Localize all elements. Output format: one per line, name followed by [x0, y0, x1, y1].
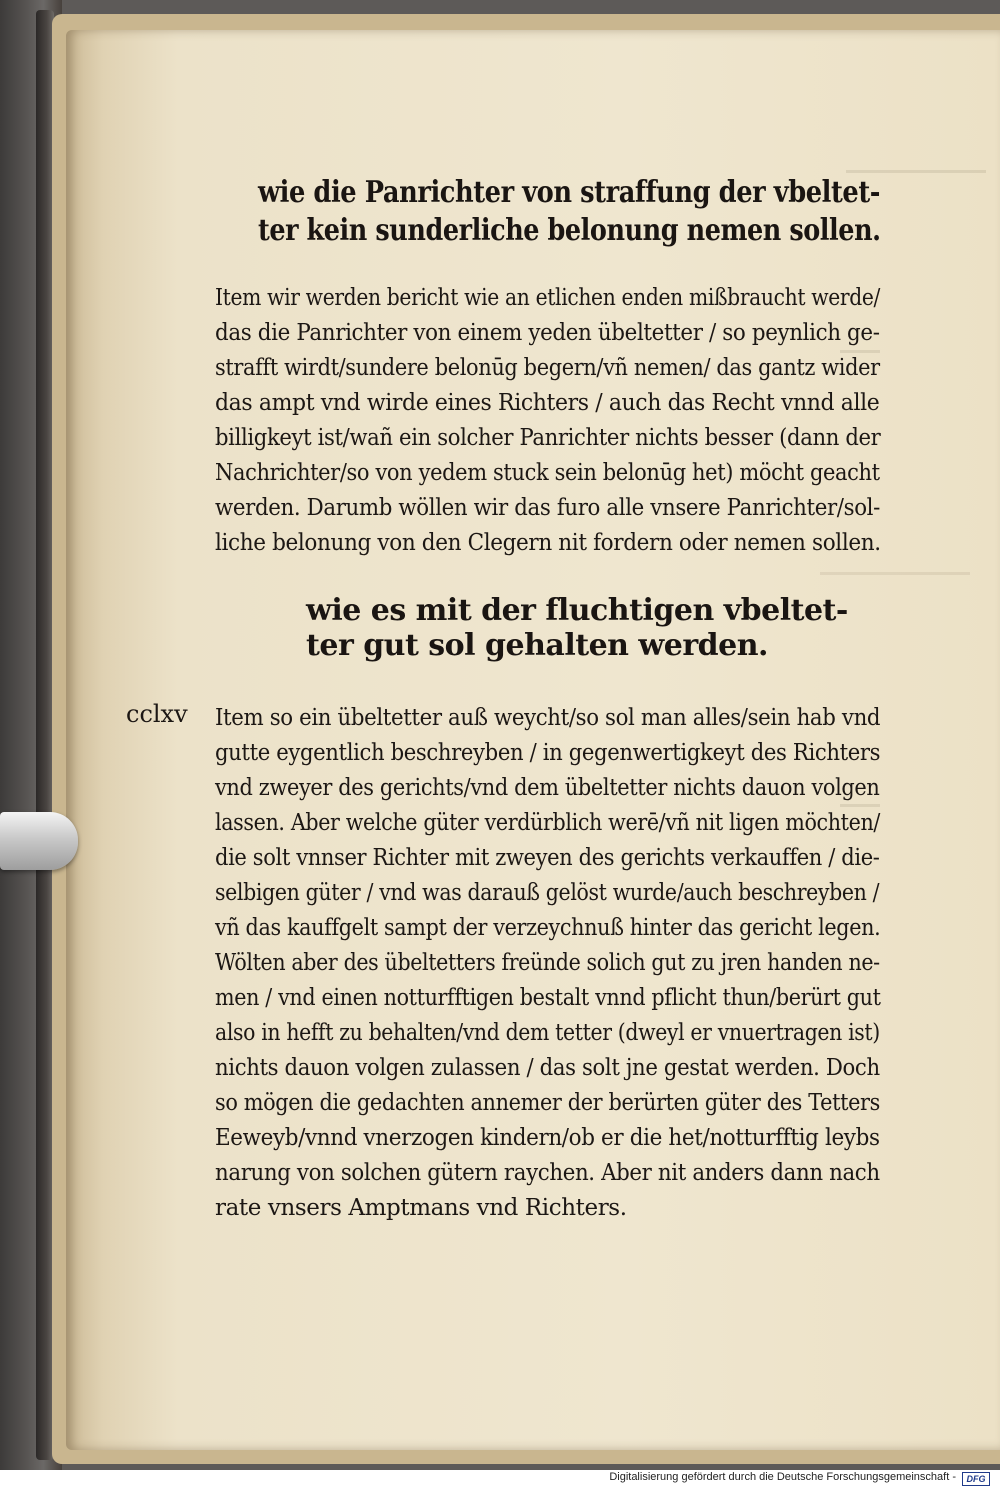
text-line: so mögen die gedachten annemer der berürten güter des Tetters	[215, 1090, 880, 1116]
funding-credit: Digitalisierung gefördert durch die Deutsche Forschungsgemeinschaft -	[609, 1471, 956, 1483]
section-heading-line: ter kein sunderliche belonung nemen sollen.	[258, 213, 881, 248]
text-line: also in hefft zu behalten/vnd dem tetter (dweyl er vnuertragen ist)	[215, 1020, 880, 1046]
text-line: lassen. Aber welche güter verdürblich werē/vñ nit ligen möchten/	[215, 810, 880, 836]
text-line: die solt vnnser Richter mit zweyen des gerichts verkauffen / die-	[215, 845, 880, 871]
marginal-article-number: cclxv	[126, 700, 188, 728]
text-line: vñ das kauffgelt sampt der verzeychnuß hinter das gericht legen.	[215, 915, 881, 941]
section-heading-line: ter gut sol gehalten werden.	[306, 628, 768, 663]
text-line: vnd zweyer des gerichts/vnd dem übeltetter nichts dauon volgen	[215, 775, 880, 801]
dfg-logo-icon: DFG	[962, 1472, 990, 1486]
text-line: nichts dauon volgen zulassen / das solt jne gestat werden. Doch	[215, 1055, 880, 1081]
text-line: das die Panrichter von einem yeden übeltetter / so peynlich ge-	[215, 320, 880, 346]
text-line: narung von solchen gütern raychen. Aber nit anders dann nach	[215, 1160, 880, 1186]
text-line: Item wir werden bericht wie an etlichen enden mißbraucht werde/	[215, 285, 881, 311]
text-line: Nachrichter/so von yedem stuck sein belonūg het) möcht geacht	[215, 460, 880, 486]
text-line: werden. Darumb wöllen wir das furo alle vnsere Panrichter/sol-	[215, 495, 880, 521]
page-clip	[0, 812, 78, 870]
footer-bar	[0, 1470, 1000, 1487]
text-line: das ampt vnd wirde eines Richters / auch das Recht vnnd alle	[215, 390, 880, 416]
bleed-through-mark	[820, 572, 970, 575]
text-line: selbigen güter / vnd was darauß gelöst wurde/auch beschreyben /	[215, 880, 880, 906]
text-line: rate vnsers Amptmans vnd Richters.	[215, 1195, 627, 1221]
text-line: liche belonung von den Clegern nit fordern oder nemen sollen.	[215, 530, 881, 556]
section-heading-line: wie die Panrichter von straffung der vbeltet-	[258, 175, 881, 210]
text-line: gutte eygentlich beschreyben / in gegenwertigkeyt des Richters	[215, 740, 881, 766]
text-line: Item so ein übeltetter auß weycht/so sol man alles/sein hab vnd	[215, 705, 881, 731]
text-line: strafft wirdt/sundere belonūg begern/vñ nemen/ das gantz wider	[215, 355, 880, 381]
text-line: men / vnd einen notturfftigen bestalt vnnd pflicht thun/berürt gut	[215, 985, 881, 1011]
text-line: Wölten aber des übeltetters freünde solich gut zu jren handen ne-	[215, 950, 880, 976]
text-line: Eeweyb/vnnd vnerzogen kindern/ob er die het/notturfftig leybs	[215, 1125, 880, 1151]
text-line: billigkeyt ist/wañ ein solcher Panrichter nichts besser (dann der	[215, 425, 881, 451]
section-heading-line: wie es mit der fluchtigen vbeltet-	[306, 593, 848, 628]
bleed-through-mark	[840, 804, 880, 807]
